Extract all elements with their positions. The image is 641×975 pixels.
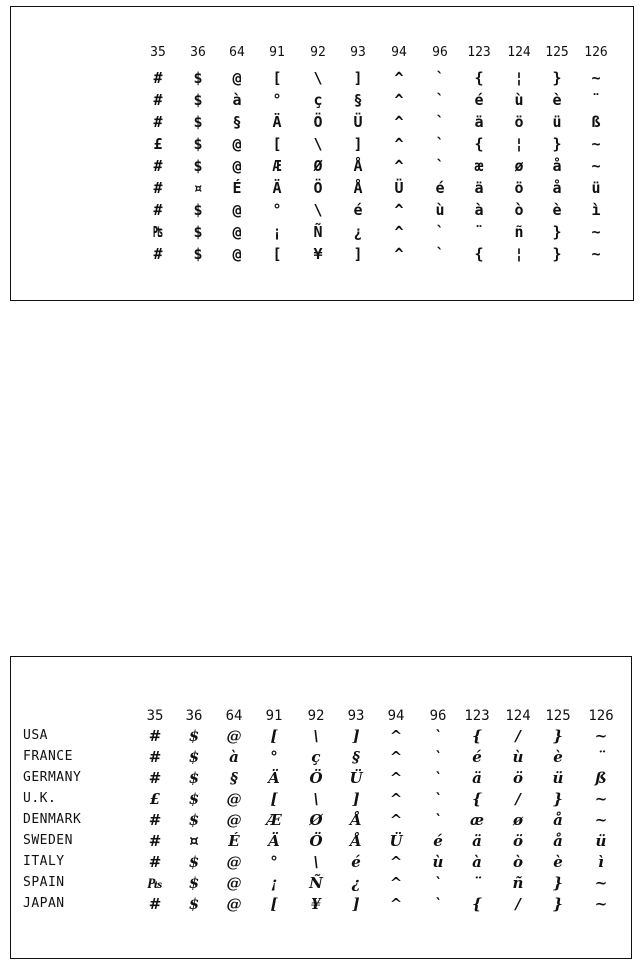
char-cell: ¨ [473, 874, 481, 892]
char-cell: $ [193, 91, 203, 109]
char-cell: ä [472, 832, 482, 850]
char-cell: / [515, 895, 521, 913]
char-cell: ¡ [270, 874, 278, 892]
char-cell: ] [353, 135, 363, 153]
char-cell: ò [514, 201, 524, 219]
char-cell: ö [512, 769, 523, 787]
code-header: 123 [467, 45, 491, 60]
country-label: ITALY [23, 854, 65, 869]
char-cell: é [353, 201, 363, 219]
char-cell: § [353, 91, 363, 109]
char-cell: ¤ [193, 179, 203, 197]
char-cell: { [474, 245, 484, 263]
char-cell: ] [352, 790, 360, 808]
code-header: 96 [429, 708, 447, 724]
code-header: 94 [387, 708, 405, 724]
char-cell: # [148, 727, 162, 745]
char-cell: # [148, 811, 162, 829]
char-cell: @ [232, 135, 242, 153]
char-cell: ` [434, 727, 442, 745]
char-cell: @ [232, 245, 242, 263]
char-cell: \ [313, 727, 319, 745]
char-cell: ¡ [272, 223, 282, 241]
charset-table-panel-bottom [10, 656, 632, 959]
char-cell: $ [193, 245, 203, 263]
char-cell: { [472, 727, 482, 745]
char-cell: ¥ [313, 245, 323, 263]
char-cell: é [474, 91, 484, 109]
char-cell: ` [435, 223, 445, 241]
char-cell: ~ [591, 69, 601, 87]
char-cell: ` [434, 874, 442, 892]
code-header: 94 [391, 45, 407, 60]
country-label: U.K. [23, 791, 57, 806]
char-cell: Ø [313, 157, 323, 175]
char-cell: [ [272, 245, 282, 263]
char-cell: ` [434, 769, 442, 787]
char-cell: ø [512, 811, 523, 829]
char-cell: à [229, 748, 239, 766]
char-cell: ^ [394, 113, 404, 131]
char-cell: Ä [272, 113, 282, 131]
code-header: 35 [146, 708, 164, 724]
char-cell: ` [434, 895, 442, 913]
char-cell: § [230, 769, 238, 787]
char-cell: # [153, 69, 163, 87]
char-cell: @ [232, 223, 242, 241]
char-cell: [ [270, 790, 278, 808]
char-cell: § [232, 113, 242, 131]
country-label: DENMARK [23, 812, 82, 827]
char-cell: å [553, 832, 563, 850]
char-cell: ° [272, 91, 282, 109]
char-cell: Ö [313, 113, 323, 131]
char-cell: $ [188, 874, 200, 892]
char-cell: { [474, 135, 484, 153]
char-cell: ¨ [474, 223, 484, 241]
code-header: 93 [350, 45, 366, 60]
char-cell: ç [313, 91, 323, 109]
char-cell: è [552, 201, 562, 219]
char-cell: æ [474, 157, 484, 175]
char-cell: è [552, 91, 562, 109]
char-cell: Æ [272, 157, 282, 175]
char-cell: ` [434, 811, 442, 829]
char-cell: ^ [389, 748, 403, 766]
char-cell: ù [512, 748, 524, 766]
char-cell: [ [270, 895, 278, 913]
char-cell: Ñ [313, 223, 323, 241]
code-header: 125 [545, 708, 571, 724]
char-cell: @ [226, 727, 242, 745]
char-cell: # [148, 748, 162, 766]
char-cell: $ [193, 135, 203, 153]
char-cell: ^ [394, 91, 404, 109]
char-cell: ° [270, 853, 278, 871]
char-cell: Ø [309, 811, 323, 829]
char-cell: ä [472, 769, 482, 787]
char-cell: @ [226, 811, 242, 829]
code-header: 35 [150, 45, 166, 60]
char-cell: é [433, 832, 443, 850]
char-cell: Ö [309, 769, 323, 787]
char-cell: # [148, 769, 162, 787]
country-label: GERMANY [23, 770, 82, 785]
char-cell: $ [188, 769, 200, 787]
char-cell: Ö [313, 179, 323, 197]
char-cell: ~ [594, 811, 608, 829]
char-cell: ç [311, 748, 321, 766]
char-cell: ü [595, 832, 607, 850]
char-cell: ø [514, 157, 524, 175]
code-header: 126 [588, 708, 614, 724]
char-cell: ^ [394, 223, 404, 241]
char-cell: \ [313, 201, 323, 219]
char-cell: ^ [389, 874, 403, 892]
char-cell: ù [435, 201, 445, 219]
char-cell: ¨ [597, 748, 605, 766]
char-cell: # [148, 853, 162, 871]
char-cell: ~ [591, 157, 601, 175]
char-cell: } [552, 69, 562, 87]
char-cell: $ [193, 69, 203, 87]
char-cell: \ [313, 790, 319, 808]
code-header: 124 [507, 45, 531, 60]
char-cell: / [515, 727, 521, 745]
char-cell: ] [353, 245, 363, 263]
code-header: 91 [269, 45, 285, 60]
char-cell: ` [435, 135, 445, 153]
char-cell: # [153, 113, 163, 131]
char-cell: ₧ [153, 223, 163, 241]
char-cell: [ [270, 727, 278, 745]
char-cell: ` [435, 91, 445, 109]
char-cell: ] [352, 895, 360, 913]
code-header: 126 [584, 45, 608, 60]
char-cell: ] [353, 69, 363, 87]
char-cell: ò [512, 853, 523, 871]
char-cell: ^ [389, 790, 403, 808]
char-cell: / [515, 790, 521, 808]
code-header: 93 [347, 708, 365, 724]
char-cell: # [153, 91, 163, 109]
char-cell: ^ [394, 69, 404, 87]
char-cell: } [552, 223, 562, 241]
char-cell: ^ [394, 157, 404, 175]
country-label: USA [23, 728, 48, 743]
char-cell: ä [474, 179, 484, 197]
char-cell: ß [591, 113, 601, 131]
char-cell: ¦ [514, 69, 524, 87]
char-cell: Ä [268, 769, 280, 787]
char-cell: é [435, 179, 445, 197]
char-cell: ö [514, 113, 524, 131]
char-cell: ^ [389, 811, 403, 829]
char-cell: } [552, 135, 562, 153]
char-cell: \ [313, 853, 319, 871]
char-cell: ü [552, 769, 564, 787]
char-cell: ß [595, 769, 607, 787]
char-cell: ] [352, 727, 360, 745]
char-cell: ~ [594, 874, 608, 892]
char-cell: å [552, 157, 562, 175]
char-cell: ñ [512, 874, 524, 892]
char-cell: ^ [389, 727, 403, 745]
char-cell: ù [514, 91, 524, 109]
char-cell: } [553, 874, 563, 892]
char-cell: ` [435, 69, 445, 87]
char-cell: @ [232, 201, 242, 219]
country-label: SPAIN [23, 875, 65, 890]
char-cell: Ö [309, 832, 323, 850]
char-cell: $ [193, 223, 203, 241]
char-cell: } [552, 245, 562, 263]
char-cell: ~ [594, 790, 608, 808]
char-cell: $ [193, 201, 203, 219]
char-cell: Ü [349, 769, 363, 787]
char-cell: ^ [394, 135, 404, 153]
char-cell: \ [313, 135, 323, 153]
char-cell: à [232, 91, 242, 109]
char-cell: Å [350, 811, 362, 829]
code-header: 36 [190, 45, 206, 60]
char-cell: ì [591, 201, 601, 219]
char-cell: É [228, 832, 240, 850]
char-cell: } [553, 727, 563, 745]
char-cell: [ [272, 135, 282, 153]
char-cell: £ [153, 135, 163, 153]
char-cell: @ [226, 853, 242, 871]
char-cell: $ [188, 895, 200, 913]
char-cell: $ [188, 748, 200, 766]
char-cell: ` [435, 245, 445, 263]
char-cell: ¥ [310, 895, 322, 913]
char-cell: } [553, 790, 563, 808]
char-cell: ^ [389, 769, 403, 787]
char-cell: ¤ [189, 832, 199, 850]
char-cell: ä [474, 113, 484, 131]
char-cell: ^ [389, 895, 403, 913]
char-cell: è [553, 853, 563, 871]
char-cell: Ä [272, 179, 282, 197]
char-cell: # [153, 245, 163, 263]
char-cell: @ [226, 895, 242, 913]
char-cell: ü [591, 179, 601, 197]
char-cell: é [351, 853, 361, 871]
char-cell: @ [226, 790, 242, 808]
char-cell: ö [512, 832, 523, 850]
char-cell: ~ [591, 245, 601, 263]
code-header: 124 [505, 708, 531, 724]
char-cell: Å [353, 157, 363, 175]
char-cell: ù [432, 853, 444, 871]
char-cell: ~ [591, 223, 601, 241]
char-cell: ì [598, 853, 604, 871]
code-header: 36 [185, 708, 203, 724]
char-cell: ^ [394, 201, 404, 219]
char-cell: £ [149, 790, 161, 808]
country-label: JAPAN [23, 896, 65, 911]
char-cell: Ä [268, 832, 280, 850]
char-cell: $ [193, 157, 203, 175]
char-cell: ¨ [591, 91, 601, 109]
char-cell: ö [514, 179, 524, 197]
char-cell: $ [188, 790, 200, 808]
char-cell: ^ [394, 245, 404, 263]
char-cell: à [474, 201, 484, 219]
char-cell: @ [226, 874, 242, 892]
char-cell: Å [353, 179, 363, 197]
char-cell: ~ [591, 135, 601, 153]
char-cell: Ü [353, 113, 363, 131]
char-cell: # [148, 832, 162, 850]
code-header: 123 [464, 708, 490, 724]
code-header: 92 [307, 708, 325, 724]
char-cell: å [553, 811, 563, 829]
char-cell: @ [232, 69, 242, 87]
char-cell: ₧ [147, 874, 163, 892]
char-cell: ` [434, 790, 442, 808]
char-cell: ¿ [351, 874, 361, 892]
char-cell: # [148, 895, 162, 913]
char-cell: @ [232, 157, 242, 175]
char-cell: Æ [266, 811, 282, 829]
char-cell: ¦ [514, 245, 524, 263]
char-cell: Ü [389, 832, 403, 850]
char-cell: ü [552, 113, 562, 131]
char-cell: ~ [594, 895, 608, 913]
char-cell: ` [435, 157, 445, 175]
char-cell: $ [193, 113, 203, 131]
code-header: 91 [265, 708, 283, 724]
char-cell: ¦ [514, 135, 524, 153]
char-cell: # [153, 201, 163, 219]
char-cell: { [474, 69, 484, 87]
country-label: SWEDEN [23, 833, 73, 848]
char-cell: { [472, 895, 482, 913]
code-header: 125 [545, 45, 569, 60]
char-cell: ^ [389, 853, 403, 871]
char-cell: § [352, 748, 360, 766]
code-header: 64 [225, 708, 243, 724]
char-cell: $ [188, 727, 200, 745]
charset-table-panel-top [10, 6, 634, 301]
char-cell: É [232, 179, 242, 197]
char-cell: æ [470, 811, 484, 829]
char-cell: è [553, 748, 563, 766]
char-cell: à [472, 853, 482, 871]
char-cell: ° [270, 748, 278, 766]
char-cell: ñ [514, 223, 524, 241]
char-cell: [ [272, 69, 282, 87]
char-cell: Ü [394, 179, 404, 197]
char-cell: { [472, 790, 482, 808]
char-cell: é [472, 748, 482, 766]
country-label: FRANCE [23, 749, 73, 764]
char-cell: $ [188, 853, 200, 871]
char-cell: ¿ [353, 223, 363, 241]
char-cell: ° [272, 201, 282, 219]
char-cell: \ [313, 69, 323, 87]
char-cell: $ [188, 811, 200, 829]
char-cell: # [153, 179, 163, 197]
char-cell: # [153, 157, 163, 175]
char-cell: Å [350, 832, 362, 850]
char-cell: Ñ [309, 874, 323, 892]
code-header: 64 [229, 45, 245, 60]
char-cell: ~ [594, 727, 608, 745]
char-cell: ` [435, 113, 445, 131]
code-header: 92 [310, 45, 326, 60]
char-cell: ` [434, 748, 442, 766]
char-cell: } [553, 895, 563, 913]
code-header: 96 [432, 45, 448, 60]
char-cell: å [552, 179, 562, 197]
